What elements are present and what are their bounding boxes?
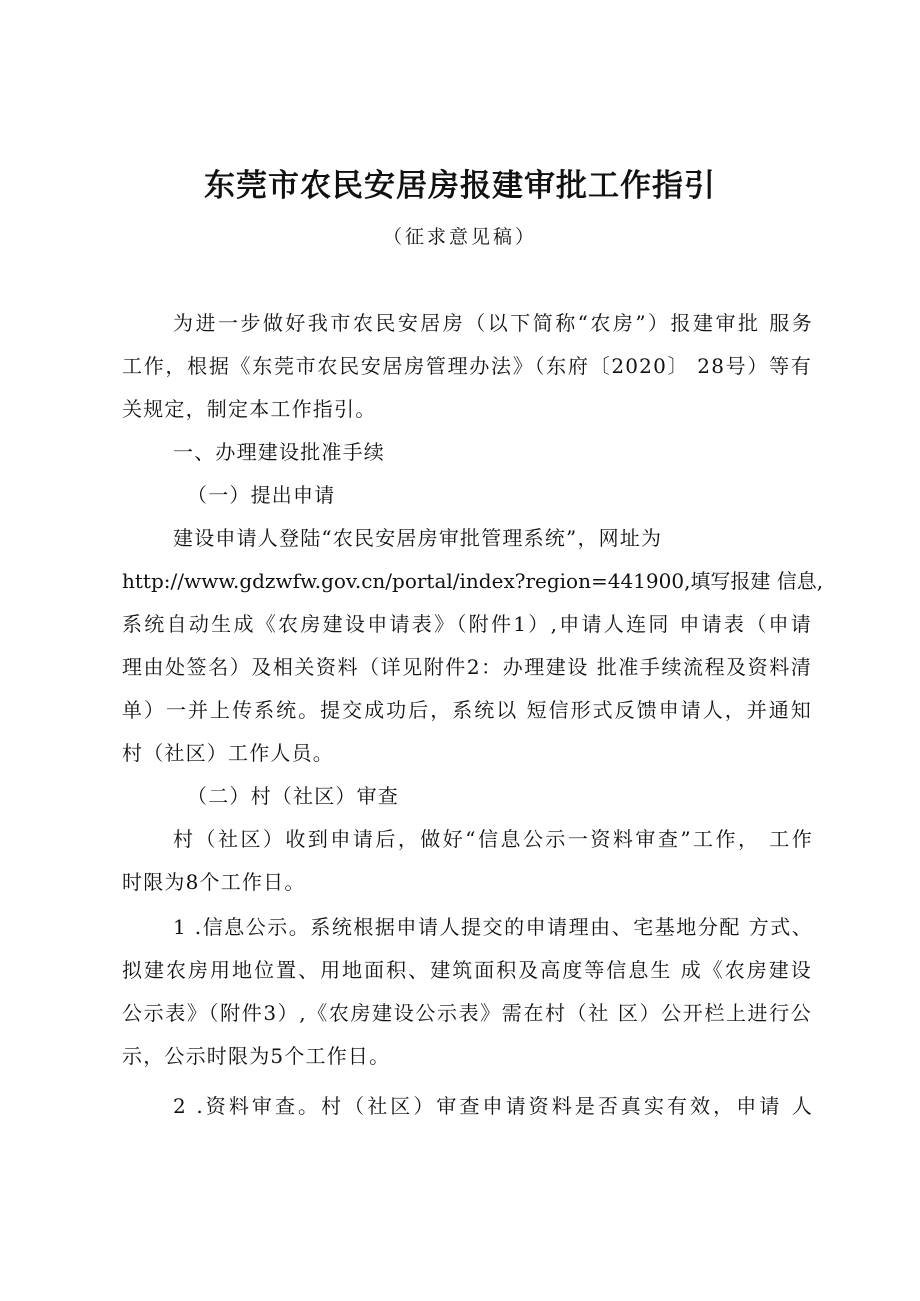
paragraph-line: 示，公示时限为5个工作日。 xyxy=(122,1044,391,1068)
paragraph-line: 关规定，制定本工作指引。 xyxy=(122,397,377,421)
paragraph-line: 村（社区）工作人员。 xyxy=(122,741,334,765)
paragraph-line: 工作，根据《东莞市农民安居房管理办法》（东府〔2020〕 28号）等有 xyxy=(122,354,812,378)
paragraph-line: 理由处签名）及相关资料（详见附件2：办理建设 批准手续流程及资料清 xyxy=(122,655,812,679)
subsection-heading: （二）村（社区）审查 xyxy=(187,784,399,808)
document-title: 东莞市农民安居房报建审批工作指引 xyxy=(204,168,716,204)
paragraph-line: 系统自动生成《农房建设申请表》（附件1）,申请人连同 申请表（申请 xyxy=(122,612,812,636)
document-subtitle: （征求意见稿） xyxy=(382,226,537,248)
section-heading: 一、办理建设批准手续 xyxy=(173,440,385,464)
paragraph-line: 2 .资料审查。村（社区）审查申请资料是否真实有效，申请 人 xyxy=(173,1094,813,1118)
paragraph-line: 单）一并上传系统。提交成功后，系统以 短信形式反馈申请人，并通知 xyxy=(122,698,812,722)
paragraph-line: 时限为8个工作日。 xyxy=(122,870,306,894)
paragraph-line: 为进一步做好我市农民安居房（以下简称“农房”）报建审批 服务 xyxy=(173,311,813,335)
paragraph-line: 1 .信息公示。系统根据申请人提交的申请理由、宅基地分配 方式、 xyxy=(173,915,813,939)
paragraph-line-url: http://www.gdzwfw.gov.cn/portal/index?region=441900,填写报建 信息, xyxy=(122,569,824,593)
paragraph-line: 拟建农房用地位置、用地面积、建筑面积及高度等信息生 成《农房建设 xyxy=(122,958,812,982)
paragraph-line: 村（社区）收到申请后，做好“信息公示一资料审查”工作， 工作 xyxy=(173,827,813,851)
paragraph-line: 建设申请人登陆“农民安居房审批管理系统”，网址为 xyxy=(173,526,663,550)
paragraph-line: 公示表》（附件3）,《农房建设公示表》需在村（社 区）公开栏上进行公 xyxy=(122,1001,812,1025)
subsection-heading: （一）提出申请 xyxy=(187,483,336,507)
